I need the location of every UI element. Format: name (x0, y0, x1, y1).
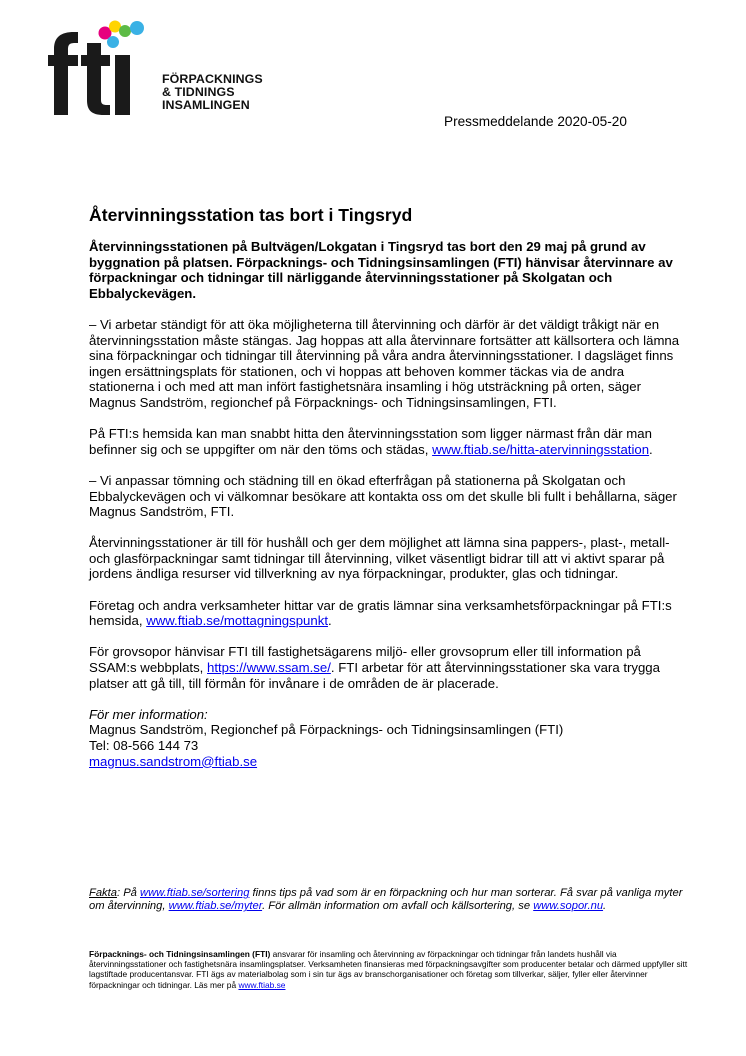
contact-name: Magnus Sandström, Regionchef på Förpacknings- och Tidningsinsamlingen (FTI) (89, 722, 564, 738)
paragraph-text: På FTI:s hemsida kan man snabbt hitta den återvinningsstation som ligger närmast från där man befinner sig och se uppgifter om när den töms och städas, (89, 426, 652, 457)
contact-phone: Tel: 08-566 144 73 (89, 738, 199, 753)
logo-letter-f (48, 32, 78, 115)
fakta-text: . (603, 900, 607, 913)
link-mottagningspunkt[interactable]: www.ftiab.se/mottagningspunkt (146, 613, 328, 629)
logo-text-line3: INSAMLINGEN (162, 98, 250, 112)
fakta-text: . För allmän information om avfall och källsortering, se (262, 900, 534, 913)
article-paragraph-1: – Vi arbetar ständigt för att öka möjligheterna till återvinning och därför är det väldigt tråkigt när en återvinningsstation måste stängas. Jag hoppas att alla återvinnare fortsätter att källsortera och lämna sina förpackningar och tidningar till återvinning på våra andra återvinningsstationer. I dagsläget finns ingen ersättningsplats för stationen, och vi hoppas att behoven kommer täckas via de andra stationerna i och med att man infört fastighetsnära insamling i hög utsträckning på orten, säger Magnus Sandström, regionchef på Förpacknings- och Tidningsinsamlingen, FTI. (89, 316, 680, 410)
fti-logo (48, 20, 288, 120)
paragraph-text: Företag och andra verksamheter hittar var de gratis lämnar sina verksamhetsförpackningar på FTI:s hemsida, (89, 597, 672, 629)
article-title: Återvinningsstation tas bort i Tingsryd (89, 205, 413, 225)
paragraph-end: . (327, 613, 332, 629)
article-paragraph-4: Återvinningsstationer är till för hushåll och ger dem möjlighet att lämna sina pappers-, plast-, metall- och glasförpackningar samt tidningar till återvinning, vilket väsentligt bidrar till att vi aktivt sparar på jordens ändliga resurser vid tillverkning av nya förpackningar, produkter, glas och tidningar. (89, 535, 670, 582)
article (89, 204, 689, 769)
article-paragraph-2 (89, 426, 689, 457)
contact-heading: För mer information: (89, 706, 208, 722)
logo-letter-t (81, 43, 110, 115)
logo-text-line1: FÖRPACKNINGS (162, 72, 263, 86)
footer-boilerplate (89, 949, 689, 990)
article-paragraph-6 (89, 644, 689, 691)
contact-info (89, 707, 689, 769)
logo-wordmark (162, 73, 263, 112)
article-lead: Återvinningsstationen på Bultvägen/Lokgatan i Tingsryd tas bort den 29 maj på grund av byggnation på platsen. Förpacknings- och Tidningsinsamlingen (FTI) hänvisar återvinnare av förpackningar och tidningar till närliggande återvinningsstationer på Skolgatan och Ebbalyckevägen. (89, 239, 673, 301)
link-sopor[interactable]: www.sopor.nu (533, 900, 604, 913)
fakta-text: finns tips på vad som är en förpackning och hur man sorterar. Få svar på vanliga myter om återvinning, (89, 887, 683, 913)
link-sortering[interactable]: www.ftiab.se/sortering (140, 887, 250, 899)
link-ssam[interactable]: https://www.ssam.se/ (207, 660, 331, 676)
logo-text-line2: & TIDNINGS (162, 85, 235, 99)
footer-text: ansvarar för insamling och återvinning av förpackningar och tidningar från landets hushåll via återvinningsstationer och fastighetsnära insamlingsplatser. Verksamheten finansieras med förpackningsavgifter som producenter betalar och därmed uppfyller sitt lagstiftade producentansvar. FTI ägs av materialbolag som i sin tur ägs av branschorganisationer och företag som tillverkar, säljer, fyller eller återvinner förpackningar och tidningar. Läs mer på (89, 949, 688, 990)
logo-dot-lightblue (130, 21, 144, 35)
contact-email-link[interactable]: magnus.sandstrom@ftiab.se (89, 753, 258, 769)
press-release-date: Pressmeddelande 2020-05-20 (444, 114, 627, 129)
paragraph-end: . (649, 441, 653, 457)
footer-link-ftiab[interactable]: www.ftiab.se (238, 979, 286, 990)
paragraph-end: . FTI arbetar för att återvinningsstationer ska vara trygga platser att gå till, till förmån för invånare i de områden de är placerade. (89, 660, 660, 691)
fakta-text: : På (116, 887, 140, 899)
article-paragraph-3: – Vi anpassar tömning och städning till en ökad efterfrågan på stationerna på Skolgatan och Ebbalyckevägen och vi välkomnar besökare att kontakta oss om det skulle bli fullt i behållarna, säger Magnus Sandström, FTI. (89, 472, 677, 520)
link-hitta-atervinningsstation[interactable]: www.ftiab.se/hitta-atervinningsstation (432, 441, 650, 457)
link-myter[interactable]: www.ftiab.se/myter (168, 900, 263, 913)
fakta-label: Fakta (89, 887, 117, 899)
logo-dot-blue (107, 36, 119, 48)
logo-dot-green (119, 25, 131, 37)
article-paragraph-5 (89, 598, 689, 629)
logo-letter-i (115, 55, 130, 115)
fakta-box (89, 887, 694, 913)
footer-org-name: Förpacknings- och Tidningsinsamlingen (FTI) (89, 949, 271, 959)
paragraph-text: För grovsopor hänvisar FTI till fastighetsägarens miljö- eller grovsoprum eller till information på SSAM:s webbplats, (89, 644, 641, 676)
